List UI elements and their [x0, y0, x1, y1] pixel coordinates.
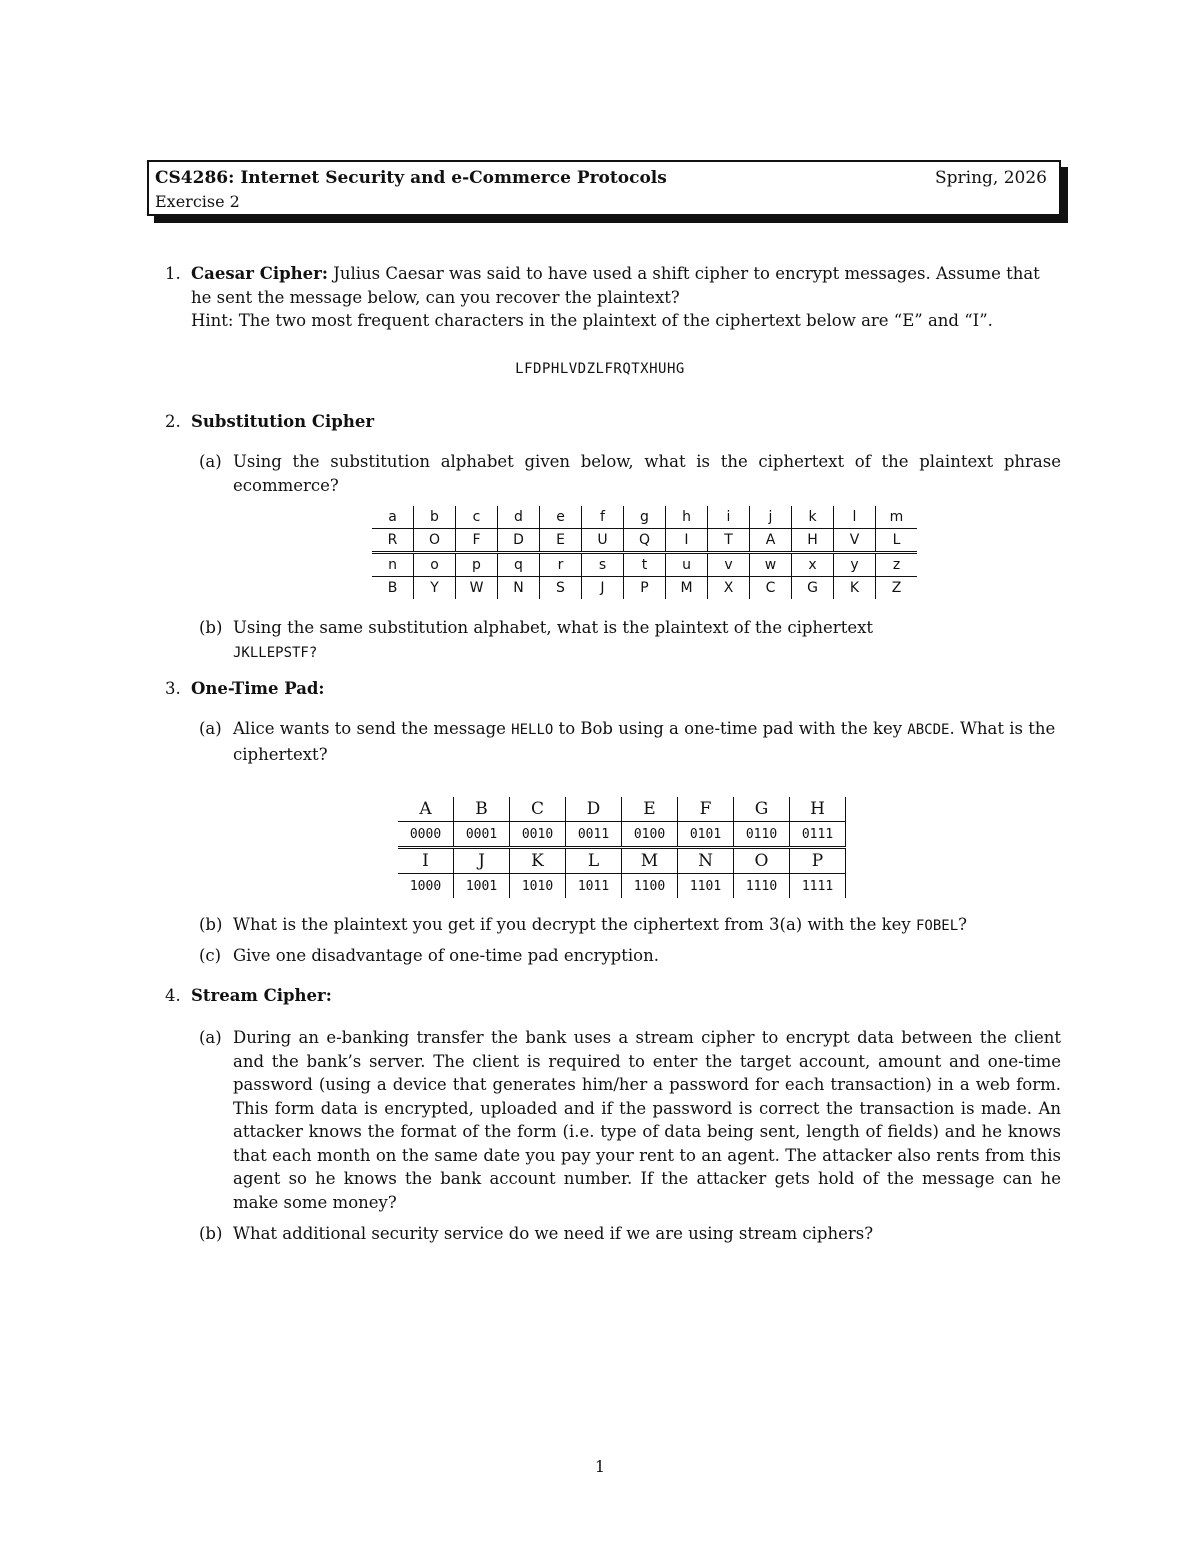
table-cell: O — [734, 848, 790, 874]
table-cell: M — [622, 848, 678, 874]
table-cell: G — [734, 797, 790, 822]
question-title: Caesar Cipher: — [191, 264, 328, 283]
question-title: Substitution Cipher — [191, 412, 375, 431]
question-text: Julius Caesar was said to have used a shift cipher to encrypt messages. Assume that he sent the message below, can you recover the plaintext? — [191, 264, 1040, 307]
plain-row-2 — [372, 553, 917, 577]
table-cell: I — [666, 529, 708, 553]
table-cell: J — [454, 848, 510, 874]
table-cell: x — [792, 553, 834, 577]
table-cell: r — [540, 553, 582, 577]
key-value: FOBEL — [916, 918, 959, 934]
table-cell: U — [582, 529, 624, 553]
table-cell: o — [414, 553, 456, 577]
table-cell: A — [398, 797, 454, 822]
table-cell: v — [708, 553, 750, 577]
question-title: Stream Cipher: — [191, 986, 332, 1005]
table-cell: b — [414, 506, 456, 529]
table-cell: Q — [624, 529, 666, 553]
substitution-table — [372, 506, 917, 599]
table-cell: C — [750, 577, 792, 600]
table-cell: O — [414, 529, 456, 553]
table-cell: 0011 — [566, 822, 622, 848]
table-cell: H — [792, 529, 834, 553]
bits-row-2 — [398, 874, 846, 899]
question-3b — [199, 913, 1061, 939]
table-cell: L — [876, 529, 918, 553]
subquestion-label: (a) — [199, 1028, 222, 1047]
question-4 — [165, 984, 1060, 1008]
question-3 — [165, 677, 1060, 701]
table-cell: N — [498, 577, 540, 600]
subquestion-text: Using the substitution alphabet given below, what is the ciphertext of the plaintext phrase ecommerce? — [233, 452, 1061, 495]
table-cell: 0001 — [454, 822, 510, 848]
bits-row-1 — [398, 822, 846, 848]
plain-row-1 — [372, 506, 917, 529]
question-1 — [165, 262, 1060, 333]
caesar-ciphertext: LFDPHLVDZLFRQTXHUHG — [515, 361, 685, 377]
question-4a — [199, 1026, 1061, 1214]
table-cell: h — [666, 506, 708, 529]
table-cell: e — [540, 506, 582, 529]
table-cell: F — [456, 529, 498, 553]
table-cell: i — [708, 506, 750, 529]
header-box — [147, 160, 1061, 216]
table-cell: g — [624, 506, 666, 529]
table-cell: 1010 — [510, 874, 566, 899]
subquestion-label: (b) — [199, 1224, 223, 1243]
table-cell: M — [666, 577, 708, 600]
table-cell: m — [876, 506, 918, 529]
page-number: 1 — [594, 1457, 606, 1476]
table-cell: W — [456, 577, 498, 600]
ciphertext-value: JKLLEPSTF? — [233, 644, 318, 661]
table-cell: 1011 — [566, 874, 622, 899]
table-cell: 1001 — [454, 874, 510, 899]
table-cell: R — [372, 529, 414, 553]
subquestion-text: During an e-banking transfer the bank uses a stream cipher to encrypt data between the client and the bank’s server. The client is required to enter the target account, amount and one-time password (using a device that generates him/her a password for each transaction) in a web form. This form data is encrypted, uploaded and if the password is correct the transaction is made. An attacker knows the format of the form (i.e. type of data being sent, length of fields) and he knows that each month on the same date you pay your rent to an agent. The attacker also rents from this agent so he knows the bank account number. If the attacker gets hold of the message can he make some money? — [233, 1028, 1061, 1212]
subquestion-text: What additional security service do we need if we are using stream ciphers? — [233, 1224, 874, 1243]
table-cell: 0100 — [622, 822, 678, 848]
subquestion-text: ? — [958, 915, 968, 934]
table-cell: q — [498, 553, 540, 577]
question-number: 4. — [165, 986, 181, 1005]
table-cell: P — [624, 577, 666, 600]
table-cell: p — [456, 553, 498, 577]
question-number: 3. — [165, 679, 181, 698]
table-cell: 0101 — [678, 822, 734, 848]
table-cell: 1111 — [790, 874, 846, 899]
table-cell: K — [834, 577, 876, 600]
table-cell: N — [678, 848, 734, 874]
question-number: 2. — [165, 412, 181, 431]
table-cell: d — [498, 506, 540, 529]
table-cell: a — [372, 506, 414, 529]
table-cell: B — [387, 580, 398, 596]
question-title: One-Time Pad: — [191, 679, 325, 698]
question-number: 1. — [165, 264, 181, 283]
table-cell: l — [834, 506, 876, 529]
table-cell: B — [454, 797, 510, 822]
cipher-row-1 — [372, 529, 917, 553]
binary-encoding-table — [398, 797, 846, 898]
subquestion-label: (a) — [199, 719, 222, 738]
table-cell: T — [708, 529, 750, 553]
table-cell: s — [582, 553, 624, 577]
table-cell: E — [540, 529, 582, 553]
exercise-label: Exercise 2 — [155, 192, 240, 211]
letter-row-1 — [398, 797, 846, 822]
question-4b — [199, 1222, 1061, 1246]
subquestion-label: (a) — [199, 452, 222, 471]
table-cell: H — [790, 797, 846, 822]
subquestion-label: (b) — [199, 915, 223, 934]
course-title: CS4286: Internet Security and e-Commerce Protocols — [155, 168, 667, 188]
table-cell: I — [398, 848, 454, 874]
message-value: HELLO — [511, 722, 554, 738]
table-cell: C — [510, 797, 566, 822]
subquestion-label: (c) — [199, 946, 222, 965]
table-cell: 1110 — [734, 874, 790, 899]
table-cell: z — [876, 553, 918, 577]
table-cell: P — [790, 848, 846, 874]
question-2 — [165, 410, 1060, 434]
table-cell: t — [624, 553, 666, 577]
table-cell: k — [792, 506, 834, 529]
table-cell: L — [566, 848, 622, 874]
question-2a — [199, 450, 1061, 497]
table-cell: V — [834, 529, 876, 553]
table-cell: w — [750, 553, 792, 577]
table-cell: D — [498, 529, 540, 553]
table-cell: 0000 — [398, 822, 454, 848]
subquestion-text: What is the plaintext you get if you decrypt the ciphertext from 3(a) with the key — [233, 915, 916, 934]
subquestion-label: (b) — [199, 618, 223, 637]
table-cell: 1000 — [398, 874, 454, 899]
table-cell: S — [540, 577, 582, 600]
letter-row-2 — [398, 848, 846, 874]
question-3a — [199, 717, 1061, 766]
subquestion-text: Give one disadvantage of one-time pad encryption. — [233, 946, 659, 965]
table-cell: X — [708, 577, 750, 600]
subquestion-text: Alice wants to send the message — [233, 719, 512, 738]
table-cell: A — [750, 529, 792, 553]
hint-text: Hint: The two most frequent characters in the plaintext of the ciphertext below are “E” and “I”. — [191, 311, 993, 330]
table-cell: K — [510, 848, 566, 874]
subquestion-text: . What is the ciphertext? — [233, 719, 1056, 764]
table-cell: u — [666, 553, 708, 577]
table-cell: c — [456, 506, 498, 529]
subquestion-text: Using the same substitution alphabet, what is the plaintext of the ciphertext — [233, 618, 874, 637]
table-cell: 1101 — [678, 874, 734, 899]
table-cell: 1100 — [622, 874, 678, 899]
table-cell: 0010 — [510, 822, 566, 848]
term-label: Spring, 2026 — [935, 168, 1047, 188]
table-cell: 0111 — [790, 822, 846, 848]
subquestion-text: to Bob using a one-time pad with the key — [553, 719, 908, 738]
question-2b — [199, 616, 1061, 665]
table-cell: j — [750, 506, 792, 529]
table-cell: E — [622, 797, 678, 822]
table-cell: n — [372, 553, 414, 577]
table-cell: Z — [876, 577, 918, 600]
table-cell: y — [834, 553, 876, 577]
table-cell: 0110 — [734, 822, 790, 848]
table-cell: F — [678, 797, 734, 822]
cipher-row-2 — [372, 577, 917, 600]
key-value: ABCDE — [907, 722, 950, 738]
table-cell: J — [582, 577, 624, 600]
question-3c — [199, 944, 1061, 968]
table-cell: f — [582, 506, 624, 529]
table-cell: G — [792, 577, 834, 600]
table-cell: D — [566, 797, 622, 822]
table-cell: Y — [414, 577, 456, 600]
